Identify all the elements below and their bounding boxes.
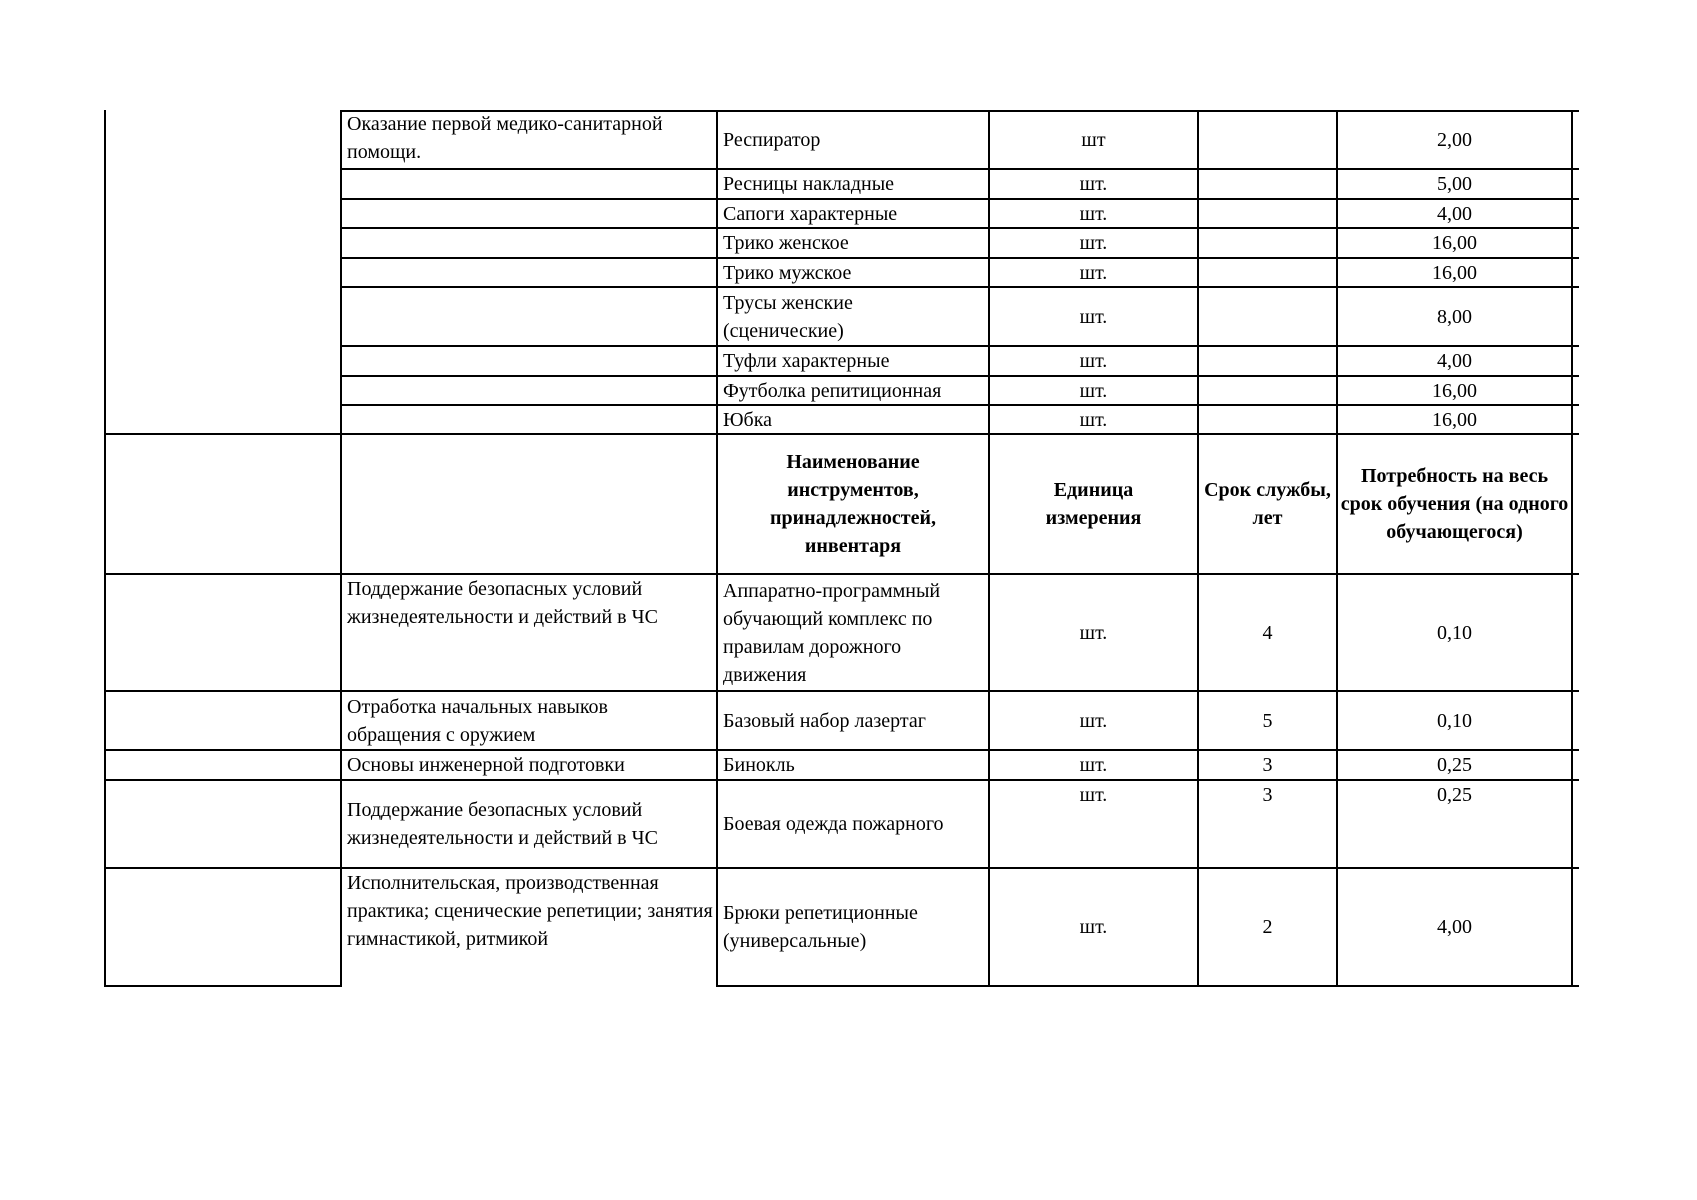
service-cell: 2 [1262, 916, 1273, 938]
need-cell: 4,00 [1437, 916, 1472, 938]
item-cell: Трусы женские (сценические) [723, 291, 853, 342]
grid-line [104, 110, 106, 987]
unit-cell: шт. [1079, 784, 1108, 806]
unit-cell: шт. [1079, 621, 1108, 644]
service-cell: 3 [1262, 754, 1273, 776]
unit-cell: шт. [1079, 173, 1108, 195]
unit-cell: шт. [1079, 305, 1108, 328]
need-cell: 0,10 [1437, 621, 1472, 644]
column-header-service: Срок службы, лет [1204, 479, 1331, 529]
need-cell: 16,00 [1432, 408, 1477, 431]
item-cell: Трико женское [723, 232, 849, 254]
item-cell: Боевая одежда пожарного [723, 813, 944, 835]
column-header-item: Наименование инструментов, принадлежностей, инвентаря [769, 451, 937, 557]
need-cell: 0,25 [1437, 784, 1472, 806]
need-cell: 5,00 [1437, 173, 1472, 195]
unit-cell: шт [1081, 129, 1106, 151]
need-cell: 4,00 [1437, 350, 1472, 372]
item-cell: Трико мужское [723, 261, 852, 284]
discipline-cell: Отработка начальных навыков обращения с оружием [347, 695, 608, 746]
service-cell [1199, 112, 1336, 168]
item-cell: Сапоги характерные [723, 202, 898, 225]
unit-cell: шт. [1079, 408, 1108, 431]
unit-cell: шт. [1079, 202, 1108, 225]
discipline-cell: Оказание первой медико-санитарной помощи. [347, 113, 663, 163]
service-cell: 4 [1262, 621, 1273, 644]
item-cell: Аппаратно-программный обучающий комплекс по правилам дорожного движения [723, 579, 941, 686]
grid-line [717, 985, 1579, 987]
item-cell: Ресницы накладные [723, 173, 895, 195]
discipline-cell: Поддержание безопасных условий жизнедеятельности и действий в ЧС [347, 799, 658, 849]
item-cell: Бинокль [723, 754, 795, 776]
unit-cell: шт. [1079, 916, 1108, 938]
item-cell: Туфли характерные [723, 350, 890, 372]
item-cell: Футболка репитиционная [723, 379, 942, 402]
unit-cell: шт. [1079, 350, 1108, 372]
discipline-cell: Основы инженерной подготовки [347, 754, 625, 776]
item-cell: Респиратор [723, 129, 821, 151]
unit-cell: шт. [1079, 754, 1108, 776]
column-header-unit: Единица измерения [1045, 479, 1142, 529]
unit-cell: шт. [1079, 379, 1108, 402]
unit-cell: шт. [1079, 709, 1108, 732]
need-cell: 8,00 [1437, 305, 1472, 328]
item-cell: Базовый набор лазертаг [723, 709, 926, 732]
need-cell: 16,00 [1432, 261, 1477, 284]
column-header-need: Потребность на весь срок обучения (на одного обучающегося) [1340, 465, 1569, 543]
unit-cell: шт. [1079, 261, 1108, 284]
grid-line [1571, 110, 1573, 987]
item-cell: Брюки репетиционные (универсальные) [723, 902, 918, 952]
unit-cell: шт. [1079, 232, 1108, 254]
grid-line [104, 985, 341, 987]
need-cell: 0,25 [1437, 754, 1472, 776]
need-cell: 16,00 [1432, 232, 1477, 254]
need-cell: 4,00 [1437, 202, 1472, 225]
need-cell: 16,00 [1432, 379, 1477, 402]
service-cell: 5 [1262, 709, 1273, 732]
discipline-cell: Поддержание безопасных условий жизнедеятельности и действий в ЧС [347, 578, 658, 628]
service-cell: 3 [1262, 784, 1273, 806]
discipline-cell: Исполнительская, производственная практика; сценические репетиции; занятия гимнастикой, ритмикой [347, 872, 713, 950]
item-cell: Юбка [723, 408, 773, 431]
need-cell: 2,00 [1437, 129, 1472, 151]
need-cell: 0,10 [1437, 709, 1472, 732]
